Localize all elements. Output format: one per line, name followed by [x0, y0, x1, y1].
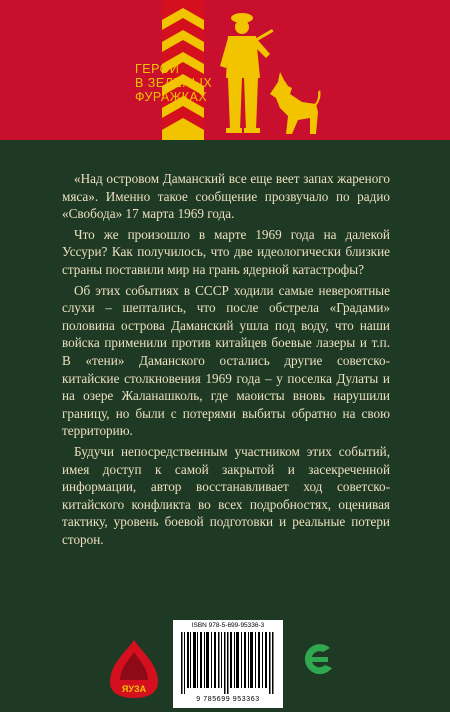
eksmo-logo-icon — [300, 640, 336, 680]
yauza-logo-label: ЯУЗА — [121, 684, 147, 694]
annotation-paragraph-4: Будучи непосредственным участником этих событий, имея доступ к самой закрытой и засекреченной информации, автор восстанавливает ход советско-китайского конфликта во всех подробностях, оценивая тактику, уровень боевой подготовки и реальные потери сторон. — [62, 443, 390, 547]
soldier-with-dog-icon — [212, 8, 322, 138]
annotation-paragraph-1: «Над островом Даманский все еще веет запах жареного мяса». Именно такое сообщение прозвучало по радио «Свобода» 17 марта 1969 года. — [62, 171, 390, 222]
barcode-digits: 9 785699 953363 — [196, 696, 260, 703]
annotation-paragraph-3: Об этих событиях в СССР ходили самые невероятные слухи – шептались, что после обстрела «Градами» половина острова Даманский ушла под воду, что наши войска применили против китайцев боевые лазеры и т.п. В «тени» Даманского остались другие советско-китайские столкновения 1969 года – у поселка Дулаты и на озере Жаланашколь, где маоисты вновь нарушили границу, но были с потерями выбиты обратно на свою территорию. — [62, 282, 390, 439]
isbn-text: ISBN 978-5-699-95336-3 — [191, 622, 265, 629]
series-title-line-1: ГЕРОИ — [135, 62, 180, 76]
annotation-paragraph-2: Что же произошло в марте 1969 года на далекой Уссури? Как получилось, что две идеологически близкие страны поставили мир на грань ядерной катастрофы? — [62, 226, 390, 277]
series-title-line-2: В ЗЕЛЕНЫХ — [135, 76, 213, 90]
yauza-logo-icon — [108, 638, 160, 700]
barcode-icon — [181, 632, 275, 694]
annotation-text — [62, 170, 390, 551]
barcode-panel — [173, 620, 283, 708]
series-title-line-3: ФУРАЖКАХ — [135, 90, 208, 104]
top-red-band — [0, 0, 450, 140]
